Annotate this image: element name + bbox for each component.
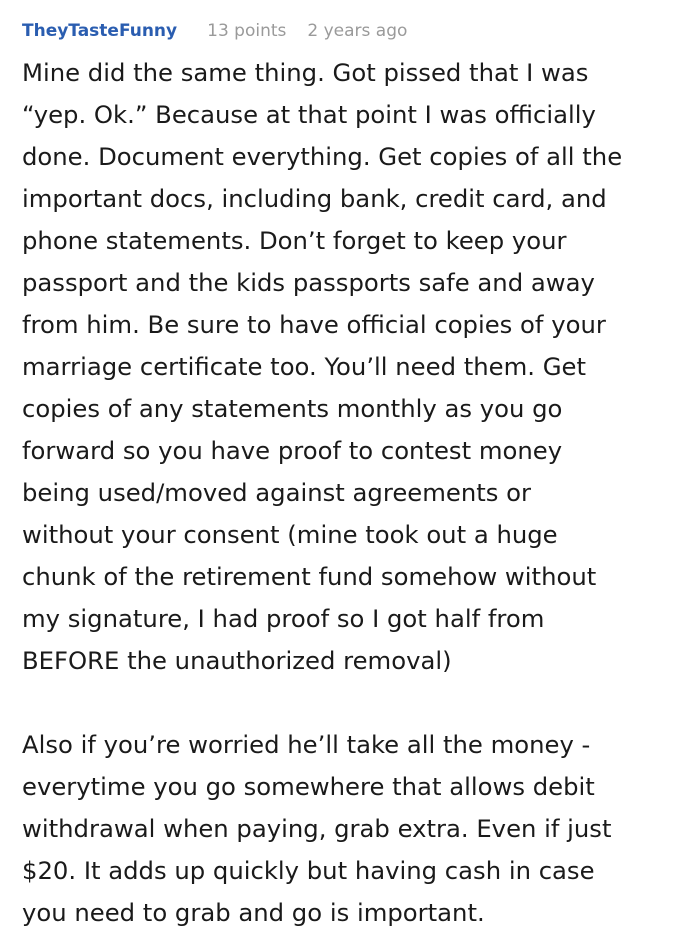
comment-line: my signature, I had proof so I got half from: [22, 604, 545, 633]
comment-line: phone statements. Don’t forget to keep your: [22, 226, 567, 255]
comment-paragraph-1: [22, 52, 682, 682]
comment-line: $20. It adds up quickly but having cash in case: [22, 856, 595, 885]
comment-points: 13 points: [207, 21, 287, 41]
comment-timestamp: 2 years ago: [307, 21, 408, 41]
comment-body: [22, 52, 682, 934]
comment-line: passport and the kids passports safe and away: [22, 268, 595, 297]
comment-line: marriage certificate too. You’ll need them. Get: [22, 352, 587, 381]
comment-line: withdrawal when paying, grab extra. Even if just: [22, 814, 612, 843]
comment-line: copies of any statements monthly as you go: [22, 394, 563, 423]
comment-line: Mine did the same thing. Got pissed that I was: [22, 58, 589, 87]
comment-line: everytime you go somewhere that allows debit: [22, 772, 595, 801]
comment-line: BEFORE the unauthorized removal): [22, 646, 452, 675]
comment-line: important docs, including bank, credit card, and: [22, 184, 607, 213]
comment-line: being used/moved against agreements or: [22, 478, 531, 507]
comment: [22, 18, 682, 934]
comment-line: chunk of the retirement fund somehow without: [22, 562, 597, 591]
comment-line: done. Document everything. Get copies of all the: [22, 142, 623, 171]
comment-username[interactable]: TheyTasteFunny: [22, 21, 178, 41]
comment-line: from him. Be sure to have official copies of your: [22, 310, 606, 339]
comment-line: forward so you have proof to contest money: [22, 436, 563, 465]
comment-header: [22, 18, 682, 44]
comment-paragraph-2: [22, 724, 682, 934]
paragraph-spacer: [22, 682, 682, 724]
comment-line: Also if you’re worried he’ll take all the money -: [22, 730, 591, 759]
comment-line: you need to grab and go is important.: [22, 898, 485, 927]
comment-line: without your consent (mine took out a huge: [22, 520, 558, 549]
comment-line: “yep. Ok.” Because at that point I was officially: [22, 100, 596, 129]
